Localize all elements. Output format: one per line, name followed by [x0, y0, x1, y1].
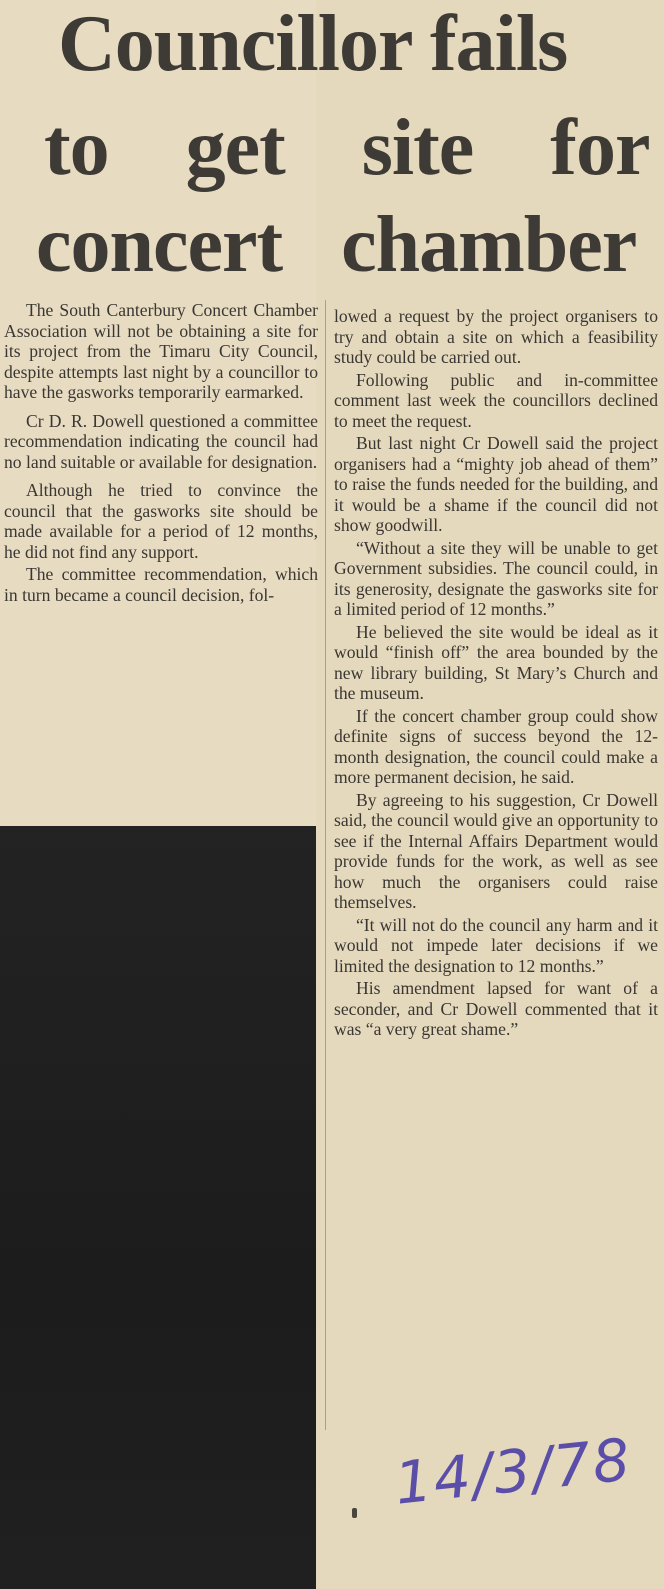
paragraph: The South Canterbury Concert Chamber Association will not be obtaining a site for its project from the Timaru City Council, despite attempts last night by a councillor to have the gasworks temporarily earmarked. [4, 300, 318, 402]
paragraph: lowed a request by the project organisers to try and obtain a site on which a feasibility study could be carried out. [334, 306, 658, 367]
paragraph: By agreeing to his suggestion, Cr Dowell said, the council would give an opportunity to see if the Internal Affairs Department would provide funds for the work, as well as see how much the organisers could raise themselves. [334, 789, 658, 912]
column-divider [325, 300, 326, 1430]
paragraph: But last night Cr Dowell said the project organisers had a “mighty job ahead of them” to raise the funds needed for the building, and it would be a shame if the council did not show goodwill. [334, 433, 658, 535]
article-column-left [4, 300, 318, 613]
article-column-right [334, 306, 658, 1042]
paragraph: His amendment lapsed for want of a seconder, and Cr Dowell commented that it was “a very great shame.” [334, 978, 658, 1039]
paragraph: He believed the site would be ideal as it would “finish off” the area bounded by the new library building, St Mary’s Church and the museum. [334, 621, 658, 703]
dark-background [0, 826, 316, 1589]
paragraph: If the concert chamber group could show definite signs of success beyond the 12-month designation, the council could make a more permanent decision, he said. [334, 705, 658, 787]
paragraph: “Without a site they will be unable to get Government subsidies. The council could, in its generosity, designate the gasworks site for a limited period of 12 months.” [334, 537, 658, 619]
handwritten-date: 14/3/78 [391, 1425, 635, 1518]
headline-line-1: Councillor fails [58, 0, 568, 88]
headline-line-3: concert chamber [36, 201, 637, 289]
paragraph: Although he tried to convince the council that the gasworks site should be made available for a period of 12 months, he did not find any support. [4, 480, 318, 562]
paragraph: The committee recommendation, which in turn became a council decision, fol- [4, 564, 318, 605]
ink-mark [352, 1508, 357, 1518]
headline-line-2: to get site for [44, 104, 650, 192]
paragraph: “It will not do the council any harm and it would not impede later decisions if we limited the designation to 12 months.” [334, 914, 658, 976]
headline [0, 0, 664, 292]
paragraph: Cr D. R. Dowell questioned a committee recommendation indicating the council had no land suitable or available for designation. [4, 410, 318, 472]
paragraph: Following public and in-committee comment last week the councillors declined to meet the request. [334, 369, 658, 431]
